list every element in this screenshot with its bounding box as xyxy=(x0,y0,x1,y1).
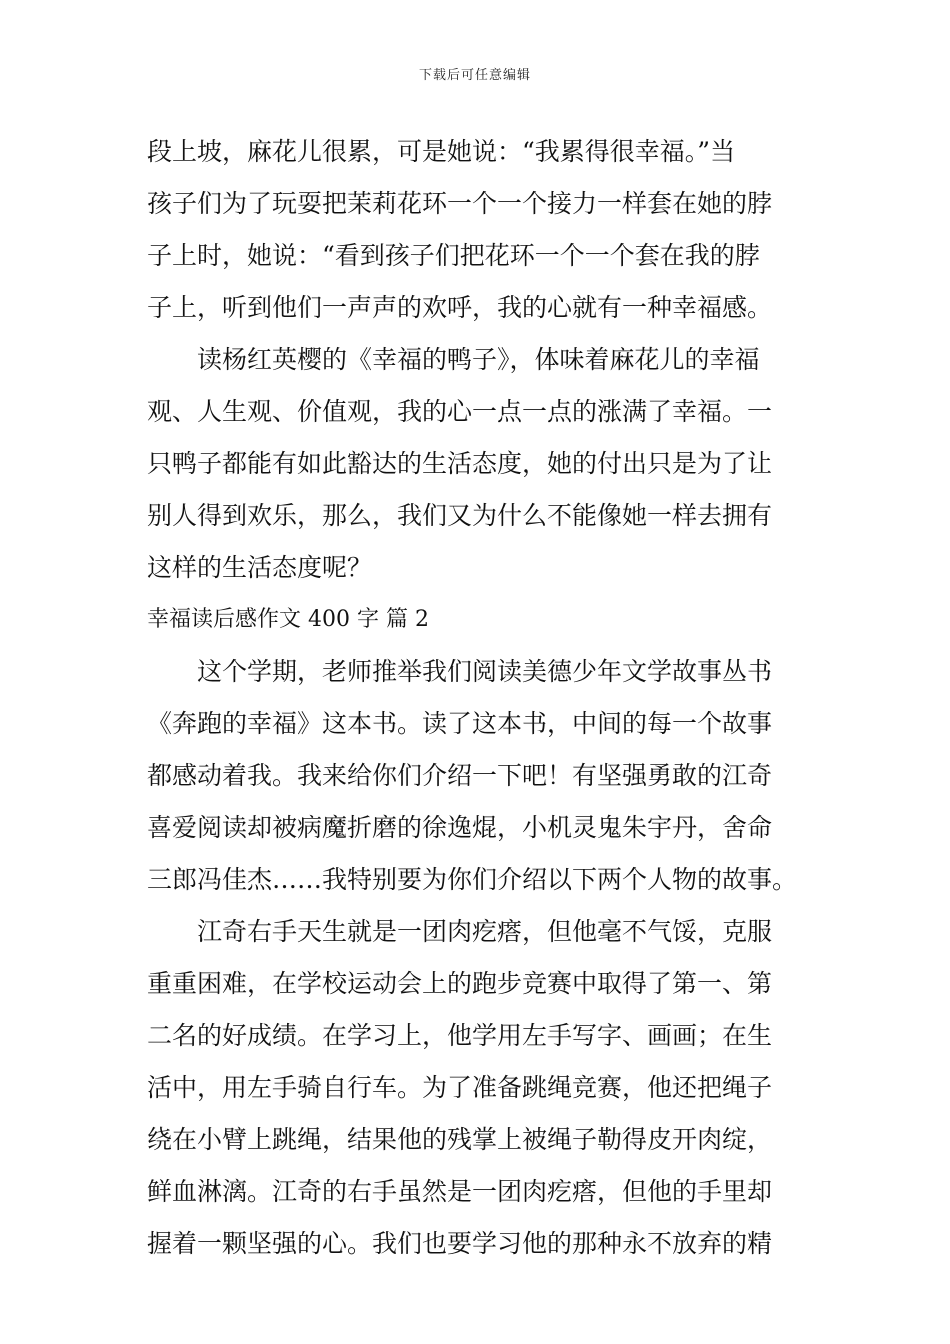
document-body xyxy=(147,126,807,1270)
text-line: 握着一颗坚强的心。我们也要学习他的那种永不放弃的精 xyxy=(147,1229,773,1258)
text-line: 《奔跑的幸福》这本书。读了这本书，中间的每一个故事 xyxy=(147,709,773,738)
paragraph-start-line: 读杨红英樱的《幸福的鸭子》，体味着麻花儿的幸福 xyxy=(197,345,760,374)
text-line: 绕在小臂上跳绳，结果他的残掌上被绳子勒得皮开肉绽， xyxy=(147,1125,773,1154)
text-line: 三郎冯佳杰……我特别要为你们介绍以下两个人物的故事。 xyxy=(147,865,798,894)
section-heading: 幸福读后感作文 400 字 篇 2 xyxy=(147,607,429,632)
paragraph-start-line: 这个学期，老师推举我们阅读美德少年文学故事丛书 xyxy=(197,657,773,686)
paragraph-start-line: 江奇右手天生就是一团肉疙瘩，但他毫不气馁，克服 xyxy=(197,917,773,946)
text-line: 别人得到欢乐，那么，我们又为什么不能像她一样去拥有 xyxy=(147,501,773,530)
text-line: 子上时，她说：“看到孩子们把花环一个一个套在我的脖 xyxy=(147,241,760,270)
text-line: 二名的好成绩。在学习上，他学用左手写字、画画；在生 xyxy=(147,1021,773,1050)
text-line: 这样的生活态度呢？ xyxy=(147,553,373,582)
text-line: 段上坡，麻花儿很累，可是她说：“我累得很幸福。”当 xyxy=(147,137,736,166)
text-line: 只鸭子都能有如此豁达的生活态度，她的付出只是为了让 xyxy=(147,449,773,478)
text-line: 鲜血淋漓。江奇的右手虽然是一团肉疙瘩，但他的手里却 xyxy=(147,1177,773,1206)
text-line: 孩子们为了玩耍把茉莉花环一个一个接力一样套在她的脖 xyxy=(147,189,773,218)
text-line: 观、人生观、价值观，我的心一点一点的涨满了幸福。一 xyxy=(147,397,773,426)
text-line: 重重困难，在学校运动会上的跑步竞赛中取得了第一、第 xyxy=(147,969,773,998)
text-line: 都感动着我。我来给你们介绍一下吧！有坚强勇敢的江奇 xyxy=(147,761,773,790)
text-line: 喜爱阅读却被病魔折磨的徐逸焜，小机灵鬼朱宇丹，舍命 xyxy=(147,813,773,842)
text-line: 子上，听到他们一声声的欢呼，我的心就有一种幸福感。 xyxy=(147,293,773,322)
page-header: 下载后可任意编辑 xyxy=(418,68,531,83)
text-line: 活中，用左手骑自行车。为了准备跳绳竞赛，他还把绳子 xyxy=(147,1073,773,1102)
